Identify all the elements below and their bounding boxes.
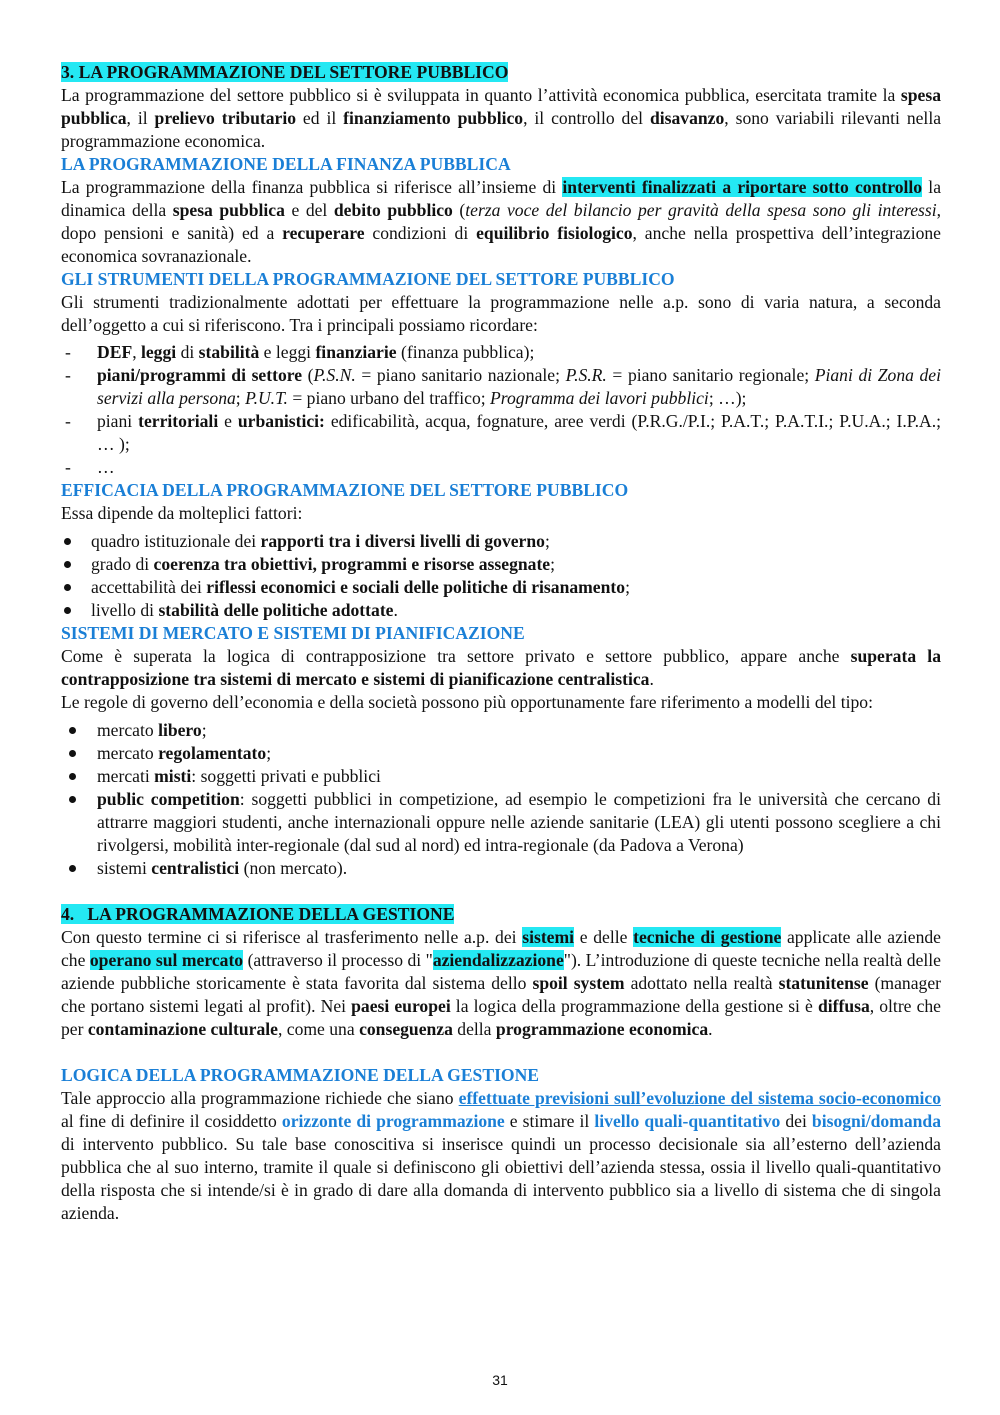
list-item-text	[97, 720, 207, 740]
text-run: mercato	[97, 743, 159, 763]
bold-text: finanziamento pubblico	[343, 108, 524, 128]
bold-text: coerenza tra obiettivi, programmi e risorse assegnate	[153, 554, 551, 574]
bold-text: misti	[154, 766, 192, 786]
text-run: mercato	[97, 720, 159, 740]
italic-text: Programma dei lavori pubblici	[490, 388, 709, 408]
text-run: .	[393, 600, 398, 620]
bold-text: territoriali	[138, 411, 219, 431]
text-run: accettabilità dei	[91, 577, 207, 597]
text-run: di	[176, 342, 199, 362]
bold-text: spoil system	[532, 973, 625, 993]
bold-text: programmazione economica	[495, 1019, 709, 1039]
highlighted-text: operano sul mercato	[89, 950, 244, 970]
bullet-icon	[64, 538, 71, 545]
list-item-text	[91, 600, 398, 620]
text-run: della	[452, 1019, 496, 1039]
finanza-heading: LA PROGRAMMAZIONE DELLA FINANZA PUBBLICA	[61, 154, 511, 174]
bold-text: riflessi economici e sociali delle politiche di risanamento	[206, 577, 626, 597]
blue-emphasis-text: bisogni/domanda	[811, 1111, 941, 1131]
list-item-text	[97, 411, 941, 454]
bullet-icon	[64, 561, 71, 568]
section-spacer	[61, 1041, 941, 1064]
bold-text: prelievo tributario	[154, 108, 297, 128]
highlighted-text: aziendalizzazione	[432, 950, 564, 970]
text-run: e del	[284, 200, 334, 220]
list-item	[61, 719, 941, 742]
highlighted-text: tecniche di gestione	[633, 927, 782, 947]
list-item	[61, 364, 941, 410]
bold-text: conseguenza	[359, 1019, 453, 1039]
text-run: applicate alle aziende che	[61, 927, 941, 970]
list-item	[61, 341, 941, 364]
strumenti-heading: GLI STRUMENTI DELLA PROGRAMMAZIONE DEL SETTORE PUBBLICO	[61, 269, 675, 289]
list-item	[61, 599, 941, 622]
bullet-icon	[64, 607, 71, 614]
text-run: ;	[625, 577, 630, 597]
text-run: = piano sanitario regionale;	[606, 365, 815, 385]
bold-text: centralistici	[151, 858, 240, 878]
bold-text: diffusa	[817, 996, 870, 1016]
blue-emphasis-text: orizzonte di programmazione	[281, 1111, 505, 1131]
text-run: = piano urbano del traffico;	[287, 388, 491, 408]
list-item-text	[97, 743, 271, 763]
text-run: e	[218, 411, 238, 431]
section-3-title-row	[61, 61, 941, 84]
list-item-text	[97, 457, 115, 477]
text-run: piani	[97, 411, 139, 431]
text-run: , il	[126, 108, 155, 128]
list-item-text	[97, 789, 941, 855]
bold-text: contaminazione culturale	[87, 1019, 278, 1039]
bold-text: stabilità delle politiche adottate	[158, 600, 394, 620]
bold-text: finanziarie	[315, 342, 397, 362]
bold-text: recuperare	[282, 223, 365, 243]
bullet-icon	[64, 584, 71, 591]
efficacia-list	[61, 530, 941, 622]
list-item-text	[91, 554, 555, 574]
text-run: ;	[201, 720, 207, 740]
finanza-paragraph	[61, 176, 941, 268]
text-run: , dopo pensioni e sanità) ed a	[61, 200, 941, 243]
text-run: edificabilità, acqua, fognature, aree verdi (P.R.G./P.I.; P.A.T.; P.A.T.I.; P.U.A.; I.P.A.; … );	[97, 411, 942, 454]
text-run: ;	[544, 531, 550, 551]
bold-text: urbanistici:	[237, 411, 325, 431]
text-run: "). L’introduzione di queste tecniche nella realtà delle aziende pubbliche storicamente è stata favorita dal sistema dello	[61, 950, 941, 993]
sistemi-heading: SISTEMI DI MERCATO E SISTEMI DI PIANIFICAZIONE	[61, 623, 525, 643]
list-item	[61, 576, 941, 599]
text-run: La programmazione del settore pubblico si è sviluppata in quanto l’attività economica pubblica, esercitata tramite la	[61, 85, 901, 105]
text-run: (finanza pubblica);	[396, 342, 535, 362]
bold-text: paesi europei	[351, 996, 451, 1016]
text-run: e delle	[574, 927, 634, 947]
text-run: : soggetti pubblici in competizione, ad esempio le competizioni fra le università che cercano di attrarre maggiori studenti, anche internazionali oppure nelle aziende sanitarie (LEA) gli utenti possono scegliere a chi rivolgersi, mobilità inter-regionale (dal sud al nord) ed intra-regionale (da Padova a Verona)	[97, 789, 941, 855]
dash-marker: -	[65, 457, 71, 477]
document-page	[61, 61, 941, 1225]
text-run: ,	[132, 342, 141, 362]
bullet-icon	[69, 796, 76, 803]
text-run: Gli strumenti tradizionalmente adottati per effettuare la programmazione nelle a.p. sono di varia natura, a seconda dell’oggetto a cui si riferiscono. Tra i principali possiamo ricordare:	[61, 292, 941, 335]
logica-paragraph	[61, 1087, 941, 1225]
list-item	[61, 742, 941, 765]
strumenti-paragraph	[61, 291, 941, 337]
text-run: …	[97, 457, 115, 477]
bold-text: public competition	[97, 789, 240, 809]
efficacia-paragraph	[61, 502, 941, 525]
bold-text: DEF	[97, 342, 133, 362]
list-item	[61, 410, 941, 456]
text-run: Essa dipende da molteplici fattori:	[61, 503, 303, 523]
text-run: (attraverso il processo di "	[243, 950, 433, 970]
sistemi-paragraph-1	[61, 645, 941, 691]
dash-marker: -	[65, 342, 71, 362]
list-item	[61, 788, 941, 857]
text-run: e leggi	[259, 342, 316, 362]
text-run: e stimare il	[504, 1111, 595, 1131]
section-4-title-row	[61, 903, 941, 926]
bullet-icon	[69, 773, 76, 780]
italic-text: P.S.N.	[313, 365, 356, 385]
bold-text: leggi	[140, 342, 177, 362]
italic-text: Piani di Zona dei servizi alla persona	[97, 365, 942, 408]
bullet-icon	[69, 865, 76, 872]
list-item-text	[97, 766, 381, 786]
list-item-text	[97, 858, 347, 878]
text-run: (non mercato).	[239, 858, 348, 878]
text-run: , oltre che per	[61, 996, 941, 1039]
list-item	[61, 553, 941, 576]
text-run: di intervento pubblico. Su tale base conoscitiva si inserisce quindi un processo decisionale sia all’esterno dell’azienda pubblica che al suo interno, tramite il quale si definiscono gli obiettivi dell’azienda stessa, ossia il livello quali-quantitativo della risposta che si intende/si è in grado di dare alla domanda di intervento pubblico sia a livello di sistema che di singola azienda.	[61, 1134, 941, 1223]
section-4-paragraph	[61, 926, 941, 1041]
highlighted-text: interventi finalizzati a riportare sotto controllo	[562, 177, 923, 197]
text-run: Le regole di governo dell’economia e della società possono più opportunamente fare riferimento a modelli del tipo:	[61, 692, 873, 712]
text-run: .	[708, 1019, 713, 1039]
section-spacer	[61, 880, 941, 903]
text-run: , anche nella prospettiva dell’integrazione economica sovranazionale.	[61, 223, 941, 266]
sistemi-paragraph-2	[61, 691, 941, 714]
text-run: grado di	[91, 554, 154, 574]
section-3-title: 3. LA PROGRAMMAZIONE DEL SETTORE PUBBLICO	[61, 62, 509, 82]
text-run: = piano sanitario nazionale;	[355, 365, 566, 385]
bold-text: regolamentato	[158, 743, 267, 763]
text-run: ;	[235, 388, 246, 408]
text-run: quadro istituzionale dei	[91, 531, 261, 551]
list-item-text	[97, 365, 941, 408]
text-run: condizioni di	[364, 223, 477, 243]
text-run: Come è superata la logica di contrapposizione tra settore privato e settore pubblico, appare anche	[61, 646, 851, 666]
text-run: Con questo termine ci si riferisce al trasferimento nelle a.p. dei	[61, 927, 523, 947]
bold-text: superata la contrapposizione tra sistemi di mercato e sistemi di pianificazione centralistica	[61, 646, 941, 689]
list-item-text	[91, 577, 630, 597]
text-run: dei	[780, 1111, 812, 1131]
text-run: livello di	[91, 600, 159, 620]
text-run: , sono variabili rilevanti nella programmazione economica.	[61, 108, 942, 151]
text-run: adottato nella realtà	[624, 973, 779, 993]
italic-text: P.U.T.	[245, 388, 288, 408]
list-item	[61, 857, 941, 880]
bold-text: rapporti tra i diversi livelli di governo	[260, 531, 545, 551]
text-run: sistemi	[97, 858, 152, 878]
bold-text: piani/programmi di settore	[97, 365, 303, 385]
bold-text: spesa pubblica	[172, 200, 285, 220]
text-run: ; …);	[708, 388, 747, 408]
text-run: mercati	[97, 766, 155, 786]
text-run: , come una	[277, 1019, 360, 1039]
text-run: .	[649, 669, 654, 689]
bold-text: equilibrio fisiologico	[476, 223, 633, 243]
text-run: (	[452, 200, 466, 220]
dash-marker: -	[65, 365, 71, 385]
list-item-text	[97, 342, 534, 362]
text-run: Tale approccio alla programmazione richiede che siano	[61, 1088, 459, 1108]
bold-text: debito pubblico	[333, 200, 453, 220]
text-run: (	[302, 365, 314, 385]
sistemi-list	[61, 719, 941, 880]
section-3-intro	[61, 84, 941, 153]
text-run: la logica della programmazione della gestione si è	[450, 996, 818, 1016]
bold-text: spesa pubblica	[61, 85, 941, 128]
strumenti-list	[61, 341, 941, 479]
bullet-icon	[69, 750, 76, 757]
list-item	[61, 765, 941, 788]
bold-text: disavanzo	[649, 108, 725, 128]
logica-heading: LOGICA DELLA PROGRAMMAZIONE DELLA GESTIONE	[61, 1065, 540, 1085]
section-4-title: 4. LA PROGRAMMAZIONE DELLA GESTIONE	[61, 904, 455, 924]
text-run: : soggetti privati e pubblici	[191, 766, 381, 786]
text-run: (manager che portano sistemi legati al profit). Nei	[61, 973, 941, 1016]
text-run: al fine di definire il cosiddetto	[61, 1111, 282, 1131]
list-item	[61, 530, 941, 553]
text-run: La programmazione della finanza pubblica si riferisce all’insieme di	[61, 177, 563, 197]
list-item-text	[91, 531, 550, 551]
text-run: , il controllo del	[523, 108, 650, 128]
text-run: la dinamica della	[61, 177, 941, 220]
bold-text: statunitense	[778, 973, 869, 993]
highlighted-text: sistemi	[522, 927, 575, 947]
efficacia-heading: EFFICACIA DELLA PROGRAMMAZIONE DEL SETTORE PUBBLICO	[61, 480, 629, 500]
dash-marker: -	[65, 411, 71, 431]
list-item	[61, 456, 941, 479]
text-run: ;	[550, 554, 556, 574]
bold-text: stabilità	[198, 342, 260, 362]
text-run: ;	[266, 743, 272, 763]
blue-underlined-text: effettuate previsioni sull’evoluzione del sistema socio-economico	[458, 1088, 941, 1108]
bold-text: libero	[158, 720, 202, 740]
italic-text: P.S.R.	[565, 365, 607, 385]
page-number: 31	[492, 1372, 508, 1388]
text-run: ed il	[296, 108, 344, 128]
blue-emphasis-text: livello quali-quantitativo	[594, 1111, 781, 1131]
bullet-icon	[69, 727, 76, 734]
italic-text: terza voce del bilancio per gravità della spesa sono gli interessi	[465, 200, 937, 220]
